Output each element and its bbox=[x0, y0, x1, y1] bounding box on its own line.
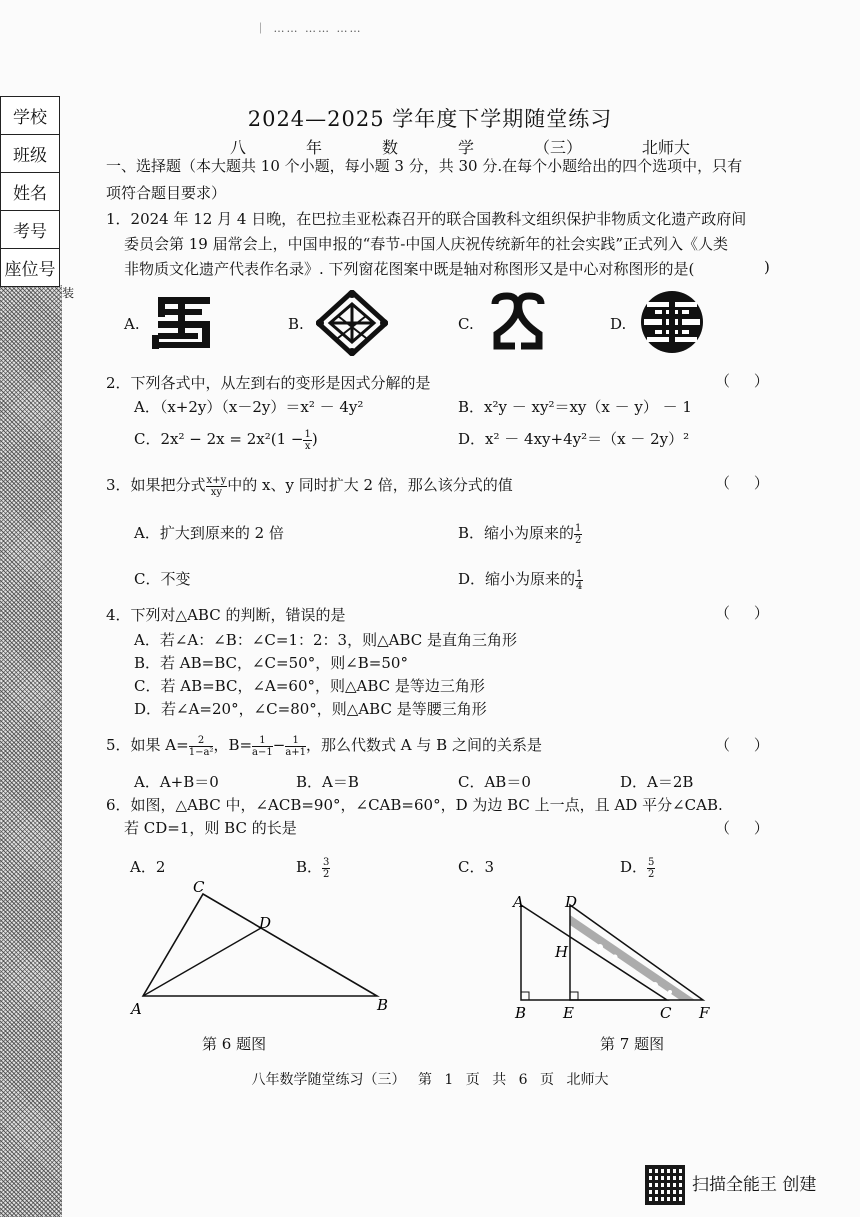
q2-option-b: B．x²y － xy²＝xy（x － y） － 1 bbox=[458, 398, 692, 416]
q3-answer-paren: （ ） bbox=[715, 474, 769, 492]
fig7-label-f: F bbox=[699, 1004, 710, 1020]
q6-option-b: B． $\frac{3}{2}$ bbox=[296, 856, 330, 880]
subtitle-edition: 北师大 bbox=[641, 138, 690, 157]
field-seat-number: 座位号 bbox=[0, 249, 60, 287]
q2-answer-paren: （ ） bbox=[715, 372, 769, 390]
fig6-label-d: D bbox=[259, 914, 272, 932]
page-top-fragment: ｜ …… …… …… bbox=[255, 22, 363, 35]
q1-line1: 1．2024 年 12 月 4 日晚，在巴拉圭亚松森召开的联合国教科文组织保护非物质文化遗产政府间 bbox=[106, 210, 747, 228]
subtitle-grade: 八 bbox=[230, 138, 247, 157]
fig7-label-e: E bbox=[563, 1004, 574, 1020]
q4-stem: 4．下列对△ABC 的判断，错误的是 bbox=[106, 606, 346, 624]
window-flower-b-image bbox=[316, 290, 388, 356]
q1-option-a-label: A. bbox=[124, 315, 140, 333]
field-name: 姓名 bbox=[0, 173, 60, 211]
fig7-label-c: C bbox=[660, 1004, 672, 1020]
q2-option-d: D．x² － 4xy+4y²＝（x － 2y）² bbox=[458, 430, 690, 448]
figure-7-caption: 第 7 题图 bbox=[600, 1035, 665, 1053]
exam-title: 2024—2025 学年度下学期随堂练习 bbox=[247, 107, 613, 131]
window-flower-d-image bbox=[638, 288, 706, 356]
section-heading-line2: 项符合题目要求） bbox=[106, 184, 227, 202]
q6-option-d: D． $\frac{5}{2}$ bbox=[620, 856, 655, 880]
q3-option-b: B．缩小为原来的 $\frac{1}{2}$ bbox=[458, 522, 582, 546]
fig6-label-c: C bbox=[193, 880, 205, 896]
scanner-watermark: 扫描全能王 创建 bbox=[692, 1175, 817, 1195]
q1-option-b-label: B. bbox=[288, 315, 304, 333]
q1-line2: 委员会第 19 届常会上，中国申报的“春节-中国人庆祝传统新年的社会实践”正式列入《人类 bbox=[124, 235, 729, 253]
window-flower-c-image bbox=[485, 292, 551, 354]
q3-option-c: C．不变 bbox=[134, 570, 191, 588]
q1-option-c-label: C. bbox=[458, 315, 474, 333]
q6-answer-paren: （ ） bbox=[715, 819, 769, 837]
q5-option-d: D．A＝2B bbox=[620, 773, 694, 791]
q6-line1: 6．如图，△ABC 中，∠ACB=90°，∠CAB=60°，D 为边 BC 上一点，且 AD 平分∠CAB. bbox=[106, 796, 723, 814]
q3-option-a: A．扩大到原来的 2 倍 bbox=[134, 524, 284, 542]
q4-option-c: C．若 AB=BC，∠A=60°，则△ABC 是等边三角形 bbox=[134, 677, 485, 695]
binding-label: 装 bbox=[62, 286, 75, 300]
q5-stem: 5．如果 A= $\frac{2}{\text{1−a²}}$ ，B= $\frac{1}{a-1}$ − $\frac{1}{a+1}$ ，那么代数式 A 与 B 之间的关系是 bbox=[106, 734, 542, 758]
q5-option-b: B．A＝B bbox=[296, 773, 359, 791]
subtitle-number: （三） bbox=[533, 138, 582, 157]
subtitle-math-1: 数 bbox=[381, 138, 398, 157]
q4-option-d: D．若∠A=20°，∠C=80°，则△ABC 是等腰三角形 bbox=[134, 700, 487, 718]
figure-6-caption: 第 6 题图 bbox=[202, 1035, 267, 1053]
q5-option-a: A．A+B＝0 bbox=[134, 773, 219, 791]
q4-option-b: B．若 AB=BC，∠C=50°，则∠B=50° bbox=[134, 654, 408, 672]
field-class: 班级 bbox=[0, 135, 60, 173]
q6-option-a: A．2 bbox=[130, 858, 166, 876]
fig6-label-a: A bbox=[131, 1000, 142, 1018]
qr-code-icon bbox=[645, 1165, 685, 1205]
q2-option-c: C．2x² − 2x = 2x²(1 − $\frac{1}{x}$ ) bbox=[134, 428, 318, 452]
page-footer: 八年数学随堂练习（三） 第 1 页 共 6 页 北师大 bbox=[251, 1072, 609, 1088]
fig7-label-b: B bbox=[515, 1004, 527, 1020]
fig7-label-d: D bbox=[565, 895, 578, 911]
subtitle-math-2: 学 bbox=[457, 138, 474, 157]
q3-stem: 3．如果把分式 $\frac{x+y}{xy}$ 中的 x、y 同时扩大 2 倍，那么该分式的值 bbox=[106, 474, 513, 498]
field-exam-number: 考号 bbox=[0, 211, 60, 249]
section-heading-line1: 一、选择题（本大题共 10 个小题，每小题 3 分，共 30 分.在每个小题给出的四个选项中，只有 bbox=[106, 157, 743, 175]
q6-line2: 若 CD=1，则 BC 的长是 bbox=[124, 819, 297, 837]
figure-7-triangles bbox=[505, 895, 725, 1020]
q4-option-a: A．若∠A：∠B：∠C=1：2：3，则△ABC 是直角三角形 bbox=[134, 631, 517, 649]
q2-stem: 2．下列各式中，从左到右的变形是因式分解的是 bbox=[106, 374, 431, 392]
q2-option-a: A．（x+2y）（x－2y）＝x² － 4y² bbox=[134, 398, 364, 416]
subtitle-year: 年 bbox=[305, 138, 322, 157]
q1-line3: 非物质文化遗产代表作名录》. 下列窗花图案中既是轴对称图形又是中心对称图形的是( bbox=[124, 260, 695, 278]
q1-answer-paren: ) bbox=[764, 258, 770, 276]
q5-answer-paren: （ ） bbox=[715, 736, 769, 754]
q6-option-c: C．3 bbox=[458, 858, 495, 876]
q3-option-d: D．缩小为原来的 $\frac{1}{4}$ bbox=[458, 568, 583, 592]
figure-6-triangle bbox=[125, 880, 405, 1020]
window-flower-a-image bbox=[150, 295, 220, 353]
q4-answer-paren: （ ） bbox=[715, 604, 769, 622]
q5-option-c: C．AB＝0 bbox=[458, 773, 531, 791]
fig7-label-h: H bbox=[555, 943, 569, 961]
q1-option-d-label: D. bbox=[610, 315, 627, 333]
fig6-label-b: B bbox=[377, 996, 389, 1014]
fig7-label-a: A bbox=[513, 895, 524, 911]
field-school: 学校 bbox=[0, 96, 60, 135]
